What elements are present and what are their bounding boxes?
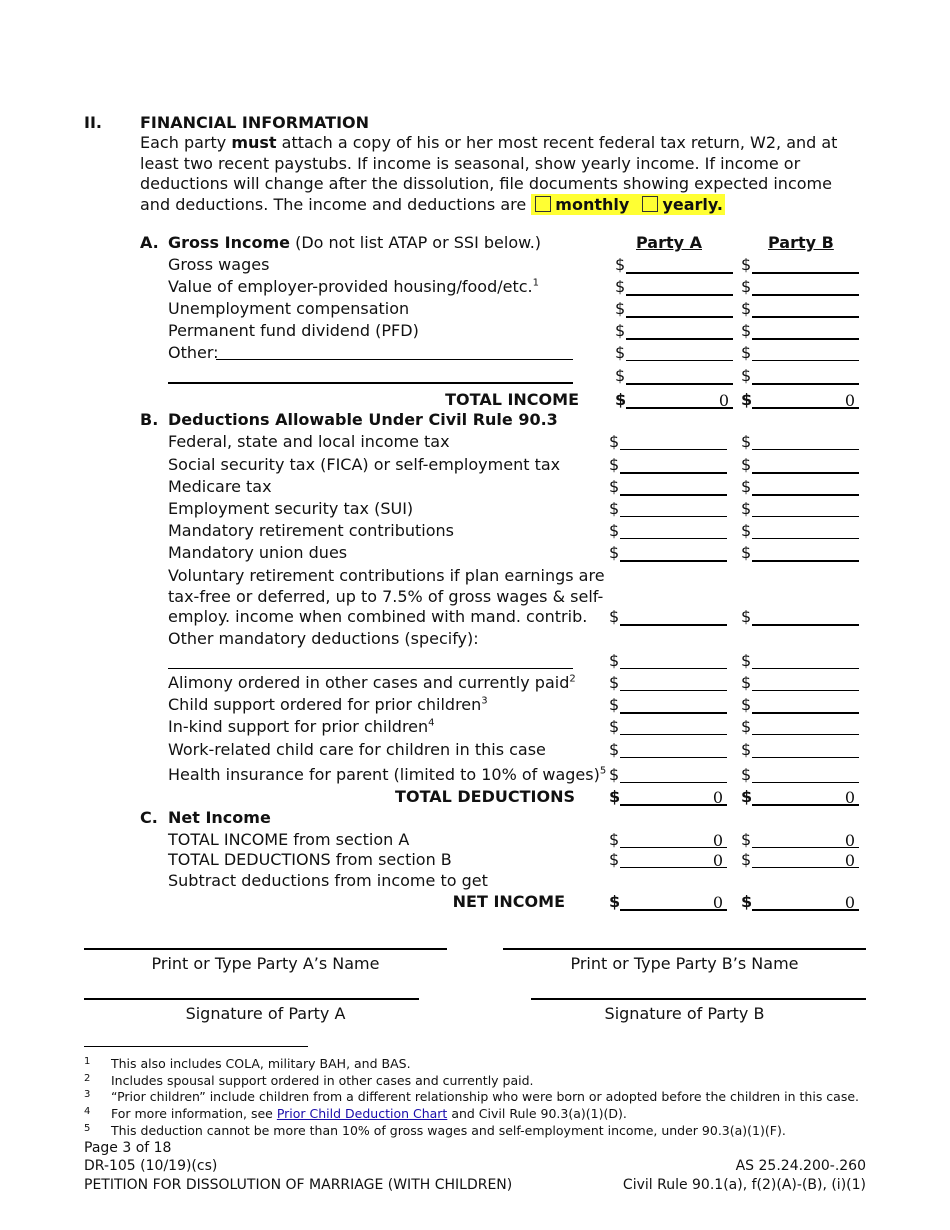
footnote-2-number: 2 [84, 1073, 91, 1084]
footnote-2-text: Includes spousal support ordered in other cases and currently paid. [111, 1073, 534, 1088]
dollar-sign: $ [741, 850, 752, 869]
row-fica: Social security tax (FICA) or self-employment tax [168, 455, 561, 474]
other-1-party-b-field[interactable] [752, 360, 859, 361]
child-care-party-b-field[interactable] [752, 757, 859, 758]
dollar-sign: $ [609, 850, 620, 869]
dollar-sign: $ [615, 277, 626, 296]
total-income-from-a-party-a-value: 0 [712, 831, 723, 850]
footnote-4-number: 4 [84, 1106, 91, 1117]
dollar-sign: $ [741, 673, 752, 692]
footnote-ref-4: 4 [428, 717, 435, 729]
fica-party-b-field[interactable] [752, 472, 859, 474]
row-child-support [168, 695, 488, 714]
gross-wages-party-b-field[interactable] [752, 272, 859, 274]
total-deductions-party-b-value: 0 [844, 788, 855, 807]
unemployment-party-a-field[interactable] [626, 316, 733, 318]
row-other-mandatory: Other mandatory deductions (specify): [168, 629, 479, 648]
dollar-sign: $ [609, 477, 620, 496]
row-total-income-from-a: TOTAL INCOME from section A [168, 830, 410, 849]
dollar-sign: $ [741, 321, 752, 340]
section-b-title: Deductions Allowable Under Civil Rule 90.3 [168, 410, 558, 429]
total-deductions-label: TOTAL DEDUCTIONS [395, 787, 575, 806]
row-health-insurance-label: Health insurance for parent (limited to 10% of wages) [168, 765, 600, 784]
footnote-5-number: 5 [84, 1123, 91, 1134]
section-c-letter: C. [140, 808, 158, 827]
other-specify-field[interactable] [216, 359, 573, 360]
total-income-party-b-value: 0 [844, 391, 855, 410]
footnote-2 [84, 1073, 534, 1088]
row-alimony-label: Alimony ordered in other cases and currently paid [168, 673, 570, 692]
party-b-signature-caption: Signature of Party B [604, 1004, 765, 1023]
employer-housing-party-a-field[interactable] [626, 294, 733, 296]
dollar-sign: $ [741, 607, 752, 626]
row-child-support-label: Child support ordered for prior children [168, 695, 482, 714]
employer-housing-party-b-field[interactable] [752, 294, 859, 296]
dollar-sign: $ [615, 321, 626, 340]
dollar-sign: $ [741, 521, 752, 540]
section-number: II. [84, 113, 102, 132]
party-b-name-caption: Print or Type Party B’s Name [570, 954, 799, 973]
dollar-sign: $ [741, 740, 752, 759]
section-a-heading [168, 233, 541, 252]
dollar-sign: $ [741, 717, 752, 736]
footnote-4-text-post: and Civil Rule 90.3(a)(1)(D). [447, 1106, 627, 1121]
medicare-party-b-field[interactable] [752, 494, 859, 496]
yearly-checkbox[interactable] [642, 196, 658, 212]
dollar-sign: $ [615, 390, 627, 409]
pfd-party-b-field[interactable] [752, 338, 859, 340]
net-income-party-b-value: 0 [844, 893, 855, 912]
period-options [531, 194, 725, 215]
rule-reference: Civil Rule 90.1(a), f(2)(A)-(B), (i)(1) [622, 1177, 866, 1193]
row-other: Other: [168, 343, 219, 362]
gross-wages-party-a-field[interactable] [626, 272, 733, 274]
row-total-deductions-from-b: TOTAL DEDUCTIONS from section B [168, 850, 452, 869]
dollar-sign: $ [741, 432, 752, 451]
page-number: Page 3 of 18 [84, 1140, 172, 1156]
mandatory-retirement-party-b-field[interactable] [752, 538, 859, 539]
dollar-sign: $ [741, 787, 753, 806]
column-header-party-a: Party A [636, 233, 703, 252]
section-a-letter: A. [140, 233, 159, 252]
dollar-sign: $ [609, 892, 621, 911]
footnote-5-text: This deduction cannot be more than 10% of gross wages and self-employment income, under 90.3(a)(1)(F). [111, 1123, 786, 1138]
dollar-sign: $ [609, 651, 620, 670]
dollar-sign: $ [615, 255, 626, 274]
in-kind-party-b-field[interactable] [752, 734, 859, 735]
income-tax-party-a-field[interactable] [620, 449, 727, 450]
total-income-from-a-party-b-value: 0 [844, 831, 855, 850]
party-b-signature-line[interactable] [531, 998, 866, 1000]
dollar-sign: $ [615, 299, 626, 318]
row-in-kind [168, 717, 435, 736]
footnote-3-number: 3 [84, 1089, 91, 1100]
fica-party-a-field[interactable] [620, 472, 727, 474]
footnote-4-text-pre: For more information, see [111, 1106, 277, 1121]
total-income-label: TOTAL INCOME [445, 390, 579, 409]
total-deductions-from-b-party-b-value: 0 [844, 851, 855, 870]
intro-text-1: Each party [140, 133, 232, 152]
dollar-sign: $ [741, 765, 752, 784]
row-voluntary-retirement-l3: employ. income when combined with mand. contrib. [168, 607, 588, 626]
section-b-letter: B. [140, 410, 159, 429]
row-subtract: Subtract deductions from income to get [168, 871, 488, 890]
section-c-title: Net Income [168, 808, 271, 827]
other-mandatory-specify-field[interactable] [168, 668, 573, 669]
row-mandatory-retirement: Mandatory retirement contributions [168, 521, 454, 540]
section-a-title: Gross Income [168, 233, 290, 252]
footnote-3 [84, 1089, 859, 1104]
footnote-ref-3: 3 [481, 695, 488, 707]
net-income-party-a-value: 0 [712, 893, 723, 912]
row-voluntary-retirement-l2: tax-free or deferred, up to 7.5% of gross wages & self- [168, 587, 604, 606]
row-unemployment: Unemployment compensation [168, 299, 410, 318]
dollar-sign: $ [609, 432, 620, 451]
intro-text-2: attach a copy of his or her most recent federal tax return, W2, and at least two recent paystubs. If income is seasonal, show yearly income. If income or deductions will change after the dissolution, file documents showing expected income and deductions. The income and deductions are [140, 133, 838, 214]
dollar-sign: $ [741, 651, 752, 670]
voluntary-retirement-party-a-field[interactable] [620, 624, 727, 626]
dollar-sign: $ [609, 765, 620, 784]
dollar-sign: $ [741, 830, 752, 849]
row-income-tax: Federal, state and local income tax [168, 432, 450, 451]
dollar-sign: $ [741, 892, 753, 911]
dollar-sign: $ [741, 543, 752, 562]
net-income-label: NET INCOME [452, 892, 565, 911]
form-title: PETITION FOR DISSOLUTION OF MARRIAGE (WITH CHILDREN) [84, 1177, 513, 1193]
monthly-label: monthly [555, 194, 630, 214]
other-1-party-a-field[interactable] [626, 360, 733, 361]
dollar-sign: $ [609, 830, 620, 849]
union-dues-party-a-field[interactable] [620, 560, 727, 562]
row-pfd: Permanent fund dividend (PFD) [168, 321, 419, 340]
row-alimony [168, 673, 576, 692]
dollar-sign: $ [741, 366, 752, 385]
row-medicare: Medicare tax [168, 477, 272, 496]
statute-reference: AS 25.24.200-.260 [735, 1158, 866, 1174]
in-kind-party-a-field[interactable] [620, 734, 727, 735]
yearly-label: yearly. [662, 194, 723, 214]
dollar-sign: $ [609, 695, 620, 714]
dollar-sign: $ [609, 717, 620, 736]
footnote-1-text: This also includes COLA, military BAH, and BAS. [111, 1056, 411, 1071]
footnote-ref-1: 1 [532, 277, 539, 289]
dollar-sign: $ [741, 390, 753, 409]
total-income-party-a-value: 0 [718, 391, 729, 410]
party-b-name-line[interactable] [503, 948, 866, 950]
dollar-sign: $ [741, 299, 752, 318]
dollar-sign: $ [741, 343, 752, 362]
footnote-4 [84, 1106, 627, 1121]
prior-child-deduction-chart-link[interactable]: Prior Child Deduction Chart [276, 1106, 448, 1121]
dollar-sign: $ [741, 499, 752, 518]
health-insurance-party-b-field[interactable] [752, 782, 859, 783]
dollar-sign: $ [741, 277, 752, 296]
row-voluntary-retirement-l1: Voluntary retirement contributions if plan earnings are [168, 566, 605, 585]
dollar-sign: $ [741, 255, 752, 274]
footnote-separator [84, 1046, 308, 1047]
section-intro [140, 133, 860, 215]
total-deductions-party-a-value: 0 [712, 788, 723, 807]
alimony-party-b-field[interactable] [752, 690, 859, 691]
sui-party-a-field[interactable] [620, 516, 727, 517]
row-child-care: Work-related child care for children in this case [168, 740, 546, 759]
party-a-signature-caption: Signature of Party A [185, 1004, 346, 1023]
form-id: DR-105 (10/19)(cs) [84, 1158, 218, 1174]
child-support-party-a-field[interactable] [620, 712, 727, 714]
sui-party-b-field[interactable] [752, 516, 859, 517]
dollar-sign: $ [741, 477, 752, 496]
child-care-party-a-field[interactable] [620, 757, 727, 758]
section-title: FINANCIAL INFORMATION [140, 113, 370, 132]
row-sui: Employment security tax (SUI) [168, 499, 414, 518]
footnote-1 [84, 1056, 411, 1071]
row-employer-housing-label: Value of employer-provided housing/food/etc. [168, 277, 533, 296]
other-mandatory-party-b-field[interactable] [752, 668, 859, 669]
row-in-kind-label: In-kind support for prior children [168, 717, 429, 736]
medicare-party-a-field[interactable] [620, 494, 727, 496]
footnote-5 [84, 1123, 786, 1138]
party-a-name-caption: Print or Type Party A’s Name [151, 954, 380, 973]
union-dues-party-b-field[interactable] [752, 560, 859, 562]
dollar-sign: $ [609, 499, 620, 518]
dollar-sign: $ [609, 521, 620, 540]
row-employer-housing [168, 277, 539, 296]
section-a-note: (Do not list ATAP or SSI below.) [289, 233, 542, 252]
other-specify-field-2[interactable] [168, 382, 573, 384]
voluntary-retirement-party-b-field[interactable] [752, 624, 859, 626]
unemployment-party-b-field[interactable] [752, 316, 859, 318]
row-health-insurance [168, 765, 606, 784]
footnote-3-text: “Prior children” include children from a different relationship who were born or adopted before the children in this case. [111, 1089, 860, 1104]
column-header-party-b: Party B [768, 233, 834, 252]
footnote-1-number: 1 [84, 1056, 91, 1067]
dollar-sign: $ [609, 673, 620, 692]
dollar-sign: $ [741, 695, 752, 714]
total-deductions-from-b-party-a-value: 0 [712, 851, 723, 870]
dollar-sign: $ [615, 343, 626, 362]
alimony-party-a-field[interactable] [620, 690, 727, 691]
dollar-sign: $ [615, 366, 626, 385]
monthly-checkbox[interactable] [535, 196, 551, 212]
party-a-name-line[interactable] [84, 948, 447, 950]
mandatory-retirement-party-a-field[interactable] [620, 538, 727, 539]
dollar-sign: $ [609, 543, 620, 562]
party-a-signature-line[interactable] [84, 998, 419, 1000]
other-2-party-a-field[interactable] [626, 383, 733, 385]
intro-bold: must [231, 133, 277, 152]
dollar-sign: $ [741, 455, 752, 474]
footnote-ref-2: 2 [569, 673, 576, 685]
row-union-dues: Mandatory union dues [168, 543, 348, 562]
dollar-sign: $ [609, 607, 620, 626]
footnote-ref-5: 5 [599, 765, 607, 777]
dollar-sign: $ [609, 455, 620, 474]
pfd-party-a-field[interactable] [626, 338, 733, 340]
other-mandatory-party-a-field[interactable] [620, 668, 727, 669]
other-2-party-b-field[interactable] [752, 383, 859, 385]
row-gross-wages: Gross wages [168, 255, 270, 274]
health-insurance-party-a-field[interactable] [620, 782, 727, 783]
child-support-party-b-field[interactable] [752, 712, 859, 714]
dollar-sign: $ [609, 740, 620, 759]
income-tax-party-b-field[interactable] [752, 449, 859, 450]
dollar-sign: $ [609, 787, 621, 806]
